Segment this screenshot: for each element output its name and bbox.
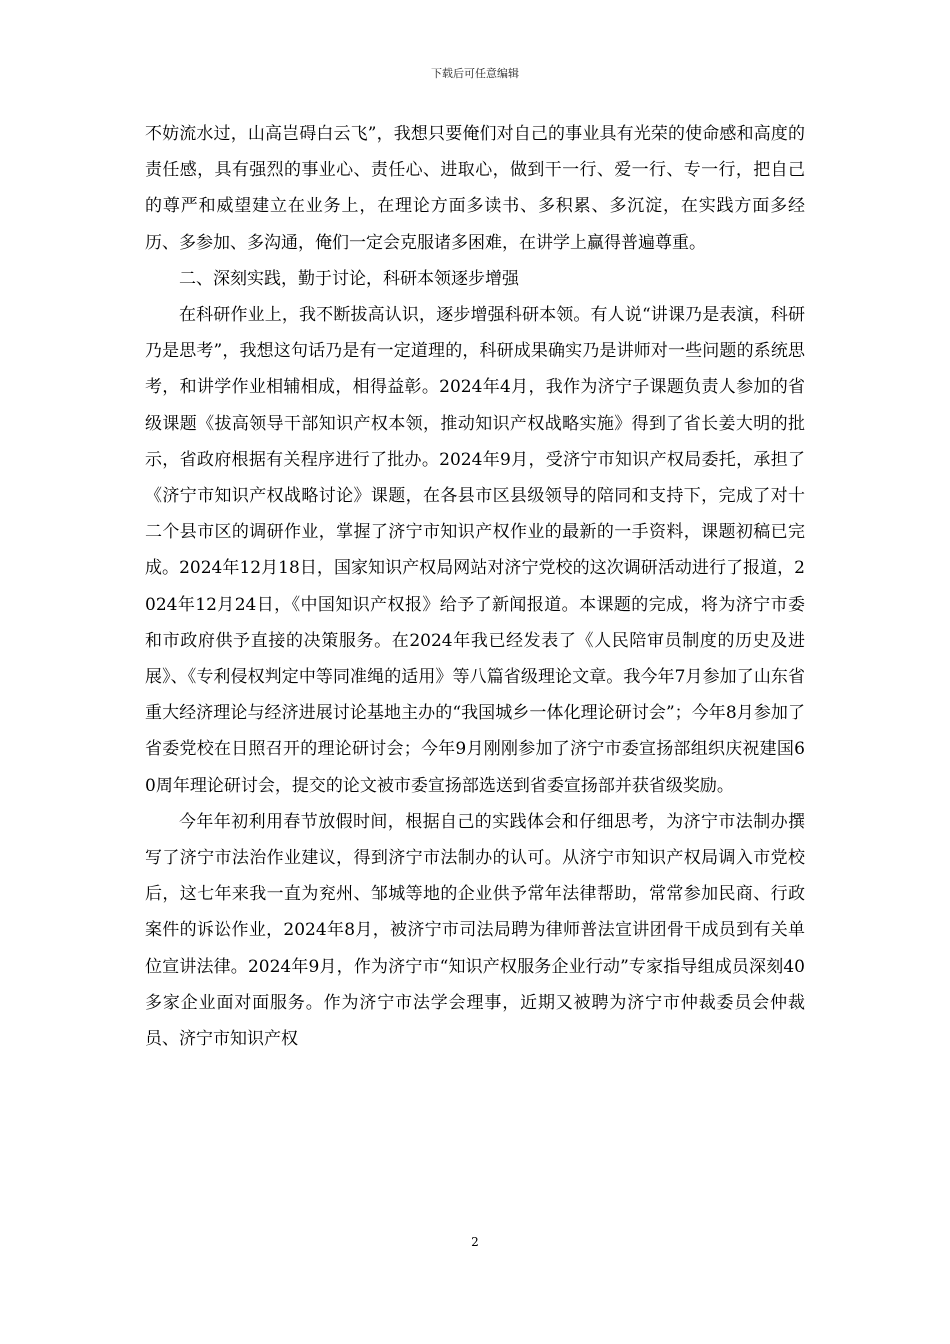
section-heading: 二、深刻实践，勤于讨论，科研本领逐步增强 (179, 268, 519, 289)
paragraph-research: 在科研作业上，我不断拔高认识，逐步增强科研本领。有人说“讲课乃是表演，科研乃是思考”，我想这句话乃是有一定道理的，科研成果确实乃是讲师对一些问题的系统思考，和讲学作业相辅相成，相得益彰。2024年4月，我作为济宁子课题负责人参加的省级课题《拔高领导干部知识产权本领，推动知识产权战略实施》得到了省长姜大明的批示，省政府根据有关程序进行了批办。2024年9月，受济宁市知识产权局委托，承担了《济宁市知识产权战略讨论》课题，在各县市区县级领导的陪同和支持下，完成了对十二个县市区的调研作业，掌握了济宁市知识产权作业的最新的一手资料，课题初稿已完成。2024年12月18日，国家知识产权局网站对济宁党校的这次调研活动进行了报道，2024年12月24日，《中国知识产权报》给予了新闻报道。本课题的完成，将为济宁市委和市政府供予直接的决策服务。在2024年我已经发表了《人民陪审员制度的历史及进展》、《专利侵权判定中等同准绳的适用》等八篇省级理论文章。我今年7月参加了山东省重大经济理论与经济进展讨论基地主办的“我国城乡一体化理论研讨会”；今年8月参加了省委党校在日照召开的理论研讨会；今年9月刚刚参加了济宁市委宣扬部组织庆祝建国60周年理论研讨会，提交的论文被市委宣扬部选送到省委宣扬部并获省级奖励。 (145, 305, 805, 796)
paragraph-continuation: 不妨流水过，山高岂碍白云飞”，我想只要俺们对自己的事业具有光荣的使命感和高度的责任感，具有强烈的事业心、责任心、进取心，做到干一行、爱一行、专一行，把自己的尊严和威望建立在业务上，在理论方面多读书、多积累、多沉淀，在实践方面多经历、多参加、多沟通，俺们一定会克服诸多困难，在讲学上赢得普遍尊重。 (145, 124, 805, 253)
page-number: 2 (471, 1235, 479, 1249)
page-header: 下载后可任意编辑 (431, 67, 519, 80)
paragraph-legal-service: 今年年初利用春节放假时间，根据自己的实践体会和仔细思考，为济宁市法制办撰写了济宁市法治作业建议，得到济宁市法制办的认可。从济宁市知识产权局调入市党校后，这七年来我一直为兖州、邹城等地的企业供予常年法律帮助，常常参加民商、行政案件的诉讼作业，2024年8月，被济宁市司法局聘为律师普法宣讲团骨干成员到有关单位宣讲法律。2024年9月，作为济宁市“知识产权服务企业行动”专家指导组成员深刻40多家企业面对面服务。作为济宁市法学会理事，近期又被聘为济宁市仲裁委员会仲裁员、济宁市知识产权 (145, 811, 805, 1050)
document-body (145, 116, 805, 1057)
